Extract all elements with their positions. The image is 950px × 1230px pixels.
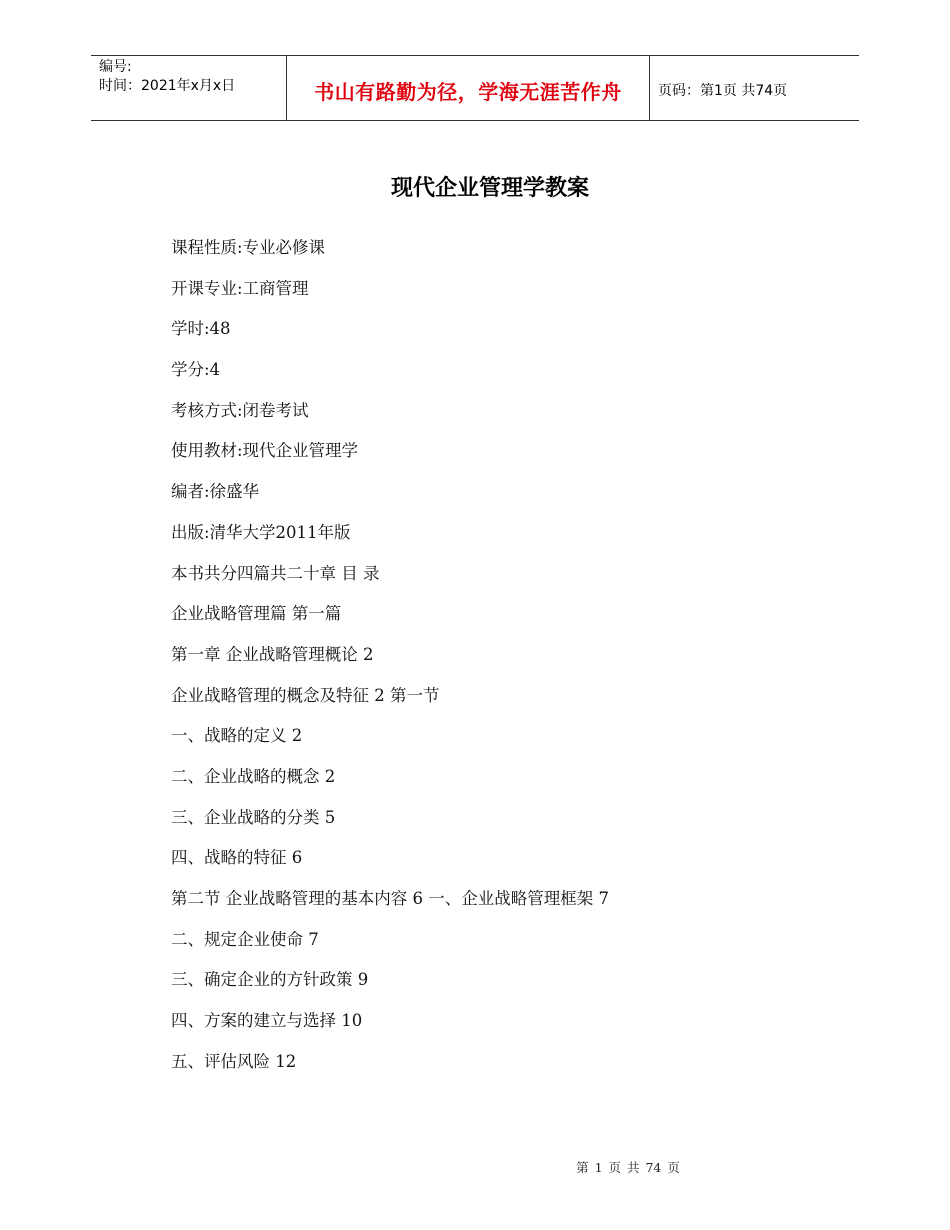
text-line: 考核方式:闭卷考试 (171, 400, 309, 420)
text-line: 企业战略管理篇 第一篇 (171, 604, 342, 624)
toc-line: 第一章 企业战略管理概论 2 (171, 644, 374, 664)
header-page-info: 页码：第1页 共74页 (658, 83, 788, 99)
number-label: 编号: (99, 59, 132, 75)
text-line: 课程性质:专业必修课 (171, 238, 326, 257)
text-line: 编者:徐盛华 (171, 482, 260, 502)
toc-line: 三、企业战略的分类 5 (171, 807, 336, 827)
header-motto: 书山有路勤为径，学海无涯苦作舟 (314, 80, 622, 104)
toc-line: 二、企业战略的概念 2 (171, 766, 336, 786)
toc-line: 五、评估风险 12 (171, 1051, 297, 1071)
text-line: 使用教材:现代企业管理学 (171, 441, 359, 461)
text-line: 本书共分四篇共二十章 目 录 (171, 563, 380, 583)
toc-line: 四、方案的建立与选择 10 (171, 1011, 363, 1031)
page-header (91, 55, 859, 121)
toc-line: 三、确定企业的方针政策 9 (171, 970, 369, 990)
page-footer: 第 1 页 共 74 页 (576, 1160, 680, 1175)
document-title: 现代企业管理学教案 (390, 176, 589, 201)
toc-line: 第二节 企业战略管理的基本内容 6 一、企业战略管理框架 7 (171, 889, 609, 908)
document-body (171, 237, 891, 1091)
text-line: 学时:48 (171, 319, 231, 339)
time-label: 时间：2021年x月x日 (99, 78, 236, 94)
toc-line: 四、战略的特征 6 (171, 848, 303, 868)
header-meta (99, 58, 235, 96)
toc-line: 一、战略的定义 2 (171, 726, 303, 746)
header-divider (649, 56, 650, 120)
text-line: 出版:清华大学2011年版 (171, 522, 351, 542)
text-line: 开课专业:工商管理 (171, 278, 309, 298)
toc-line: 企业战略管理的概念及特征 2 第一节 (171, 685, 440, 705)
text-line: 学分:4 (171, 360, 221, 380)
toc-line: 二、规定企业使命 7 (171, 929, 319, 949)
